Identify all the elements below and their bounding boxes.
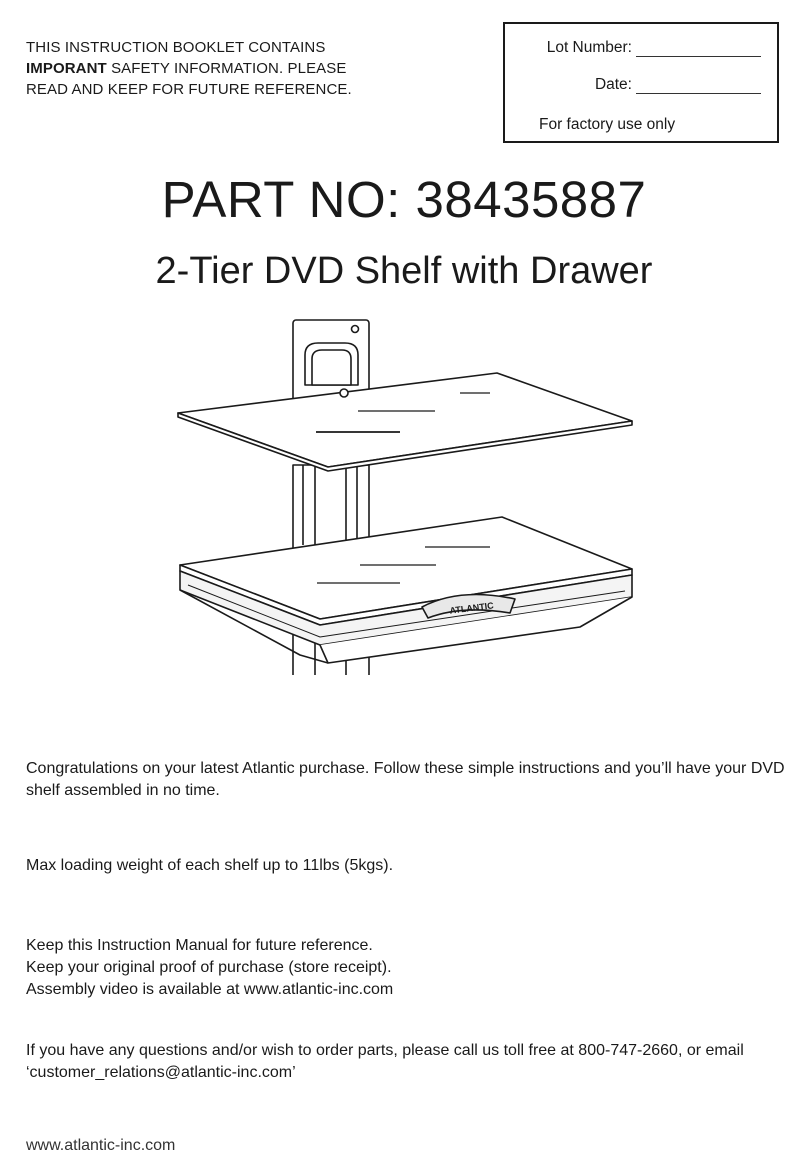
date-row bbox=[595, 76, 761, 94]
factory-use-box bbox=[503, 22, 779, 143]
date-blank bbox=[636, 79, 761, 94]
top-glass-shelf bbox=[178, 373, 632, 467]
lot-number-blank bbox=[636, 42, 761, 57]
keep-line-3: Assembly video is available at www.atlantic-inc.com bbox=[26, 981, 394, 998]
keep-line-1: Keep this Instruction Manual for future reference. bbox=[26, 937, 373, 954]
notice-line-2 bbox=[26, 58, 466, 79]
notice-line-3: READ AND KEEP FOR FUTURE REFERENCE. bbox=[26, 81, 352, 98]
date-label: Date: bbox=[594, 76, 632, 93]
keep-instructions bbox=[26, 935, 786, 1001]
mount-hole bbox=[352, 326, 359, 333]
notice-bold-word: IMPORANT bbox=[26, 60, 107, 77]
part-number: PART NO: 38435887 bbox=[161, 171, 647, 228]
shelf-illustration bbox=[160, 315, 650, 675]
footer-url: www.atlantic-inc.com bbox=[26, 1137, 176, 1154]
intro-paragraph: Congratulations on your latest Atlantic purchase. Follow these simple instructions and you’ll have your DVD shelf assembled in no time. bbox=[26, 760, 785, 799]
keep-line-2: Keep your original proof of purchase (store receipt). bbox=[26, 959, 392, 976]
factory-use-note: For factory use only bbox=[539, 116, 676, 133]
notice-line-2-rest: SAFETY INFORMATION. PLEASE bbox=[106, 60, 347, 77]
safety-notice bbox=[26, 37, 466, 100]
lot-number-label: Lot Number: bbox=[546, 39, 632, 56]
product-title: 2-Tier DVD Shelf with Drawer bbox=[155, 250, 653, 292]
notice-line-1: THIS INSTRUCTION BOOKLET CONTAINS bbox=[26, 39, 326, 56]
contact-paragraph: If you have any questions and/or wish to order parts, please call us toll free at 800-747-2660, or email ‘customer_relations@atlantic-inc.com’ bbox=[26, 1042, 744, 1081]
brand-logo: ATLANTIC bbox=[449, 600, 495, 616]
max-weight-note: Max loading weight of each shelf up to 11lbs (5kgs). bbox=[26, 857, 394, 874]
lot-number-row bbox=[547, 39, 761, 57]
